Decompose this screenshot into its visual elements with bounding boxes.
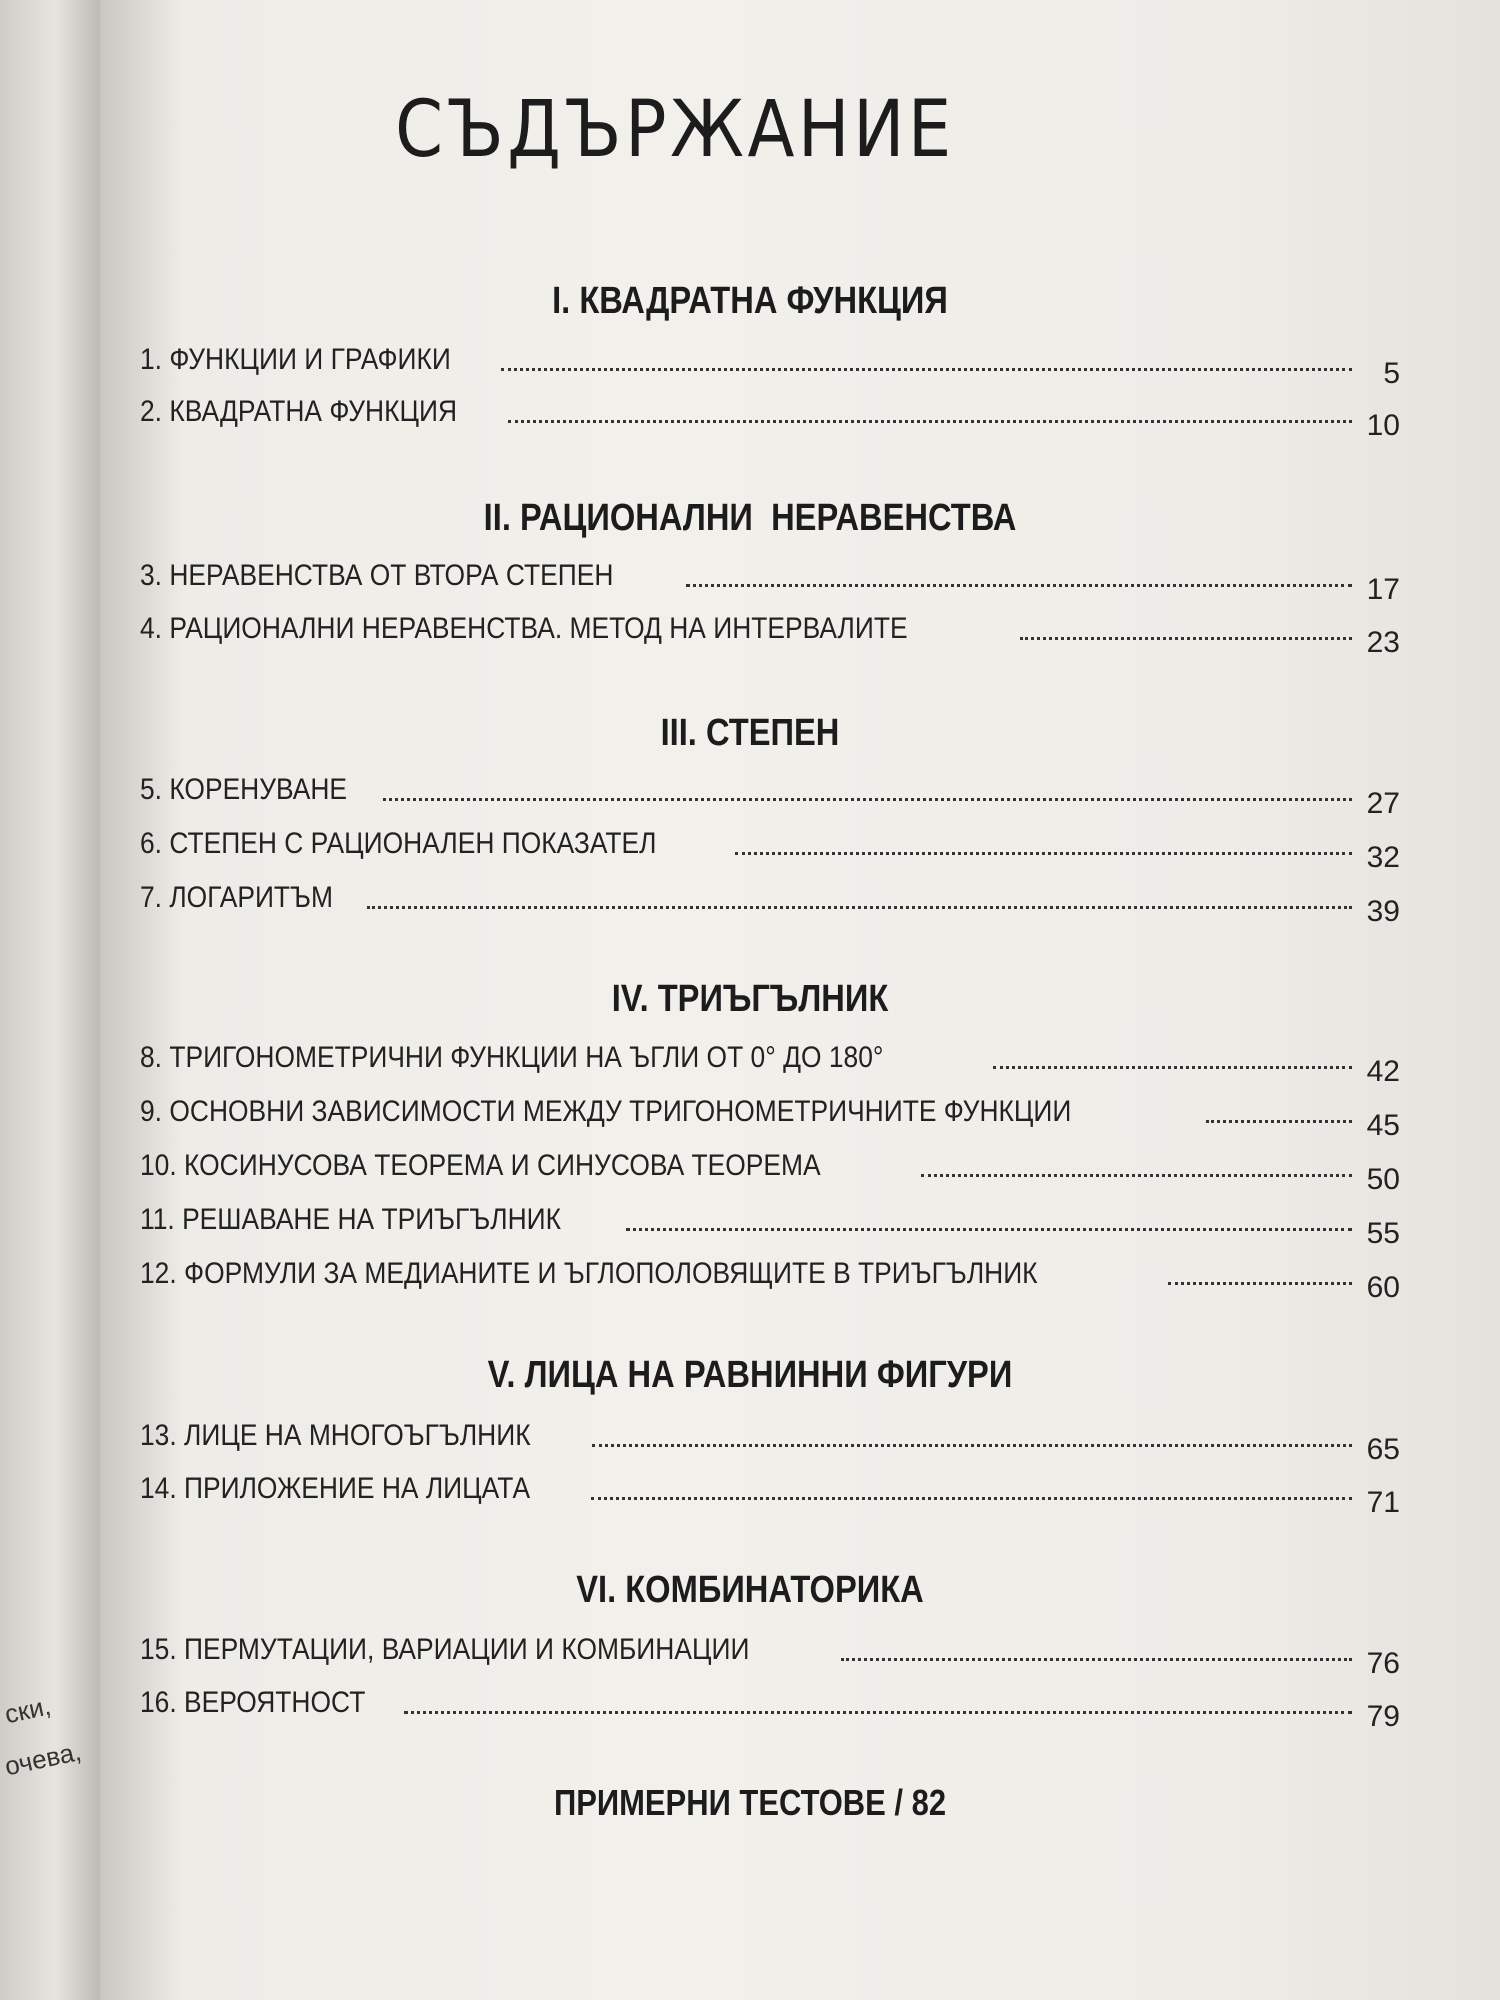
toc-entry-label: 10. КОСИНУСОВА ТЕОРЕМА И СИНУСОВА ТЕОРЕМА (140, 1149, 821, 1182)
section-heading-3: III. СТЕПЕН (660, 712, 840, 754)
toc-leader-dots (367, 905, 1352, 909)
toc-entry-label: 4. РАЦИОНАЛНИ НЕРАВЕНСТВА. МЕТОД НА ИНТЕРВАЛИТЕ (140, 612, 908, 645)
toc-entry-8 (140, 1031, 1400, 1088)
toc-entry-12 (140, 1247, 1400, 1304)
toc-entry-14 (140, 1462, 1400, 1519)
toc-entry-page: 65 (1366, 1433, 1400, 1466)
toc-entry-2 (140, 385, 1400, 442)
toc-entry-13 (140, 1409, 1400, 1466)
toc-entry-page: 42 (1366, 1055, 1400, 1088)
toc-leader-dots (626, 1227, 1352, 1231)
toc-leader-dots (383, 797, 1352, 801)
toc-entry-page: 32 (1366, 841, 1400, 874)
toc-entry-label: 5. КОРЕНУВАНЕ (140, 773, 348, 806)
toc-entry-label: 13. ЛИЦЕ НА МНОГОЪГЪЛНИК (140, 1419, 531, 1452)
toc-entry-page: 50 (1366, 1163, 1400, 1196)
page-title: СЪДЪРЖАНИЕ (395, 85, 955, 175)
toc-entry-16 (140, 1676, 1400, 1733)
section-heading-5: V. ЛИЦА НА РАВНИННИ ФИГУРИ (487, 1354, 1013, 1396)
toc-entry-page: 55 (1366, 1217, 1400, 1250)
toc-leader-dots (1206, 1119, 1352, 1123)
toc-entry-label: 12. ФОРМУЛИ ЗА МЕДИАНИТЕ И ЪГЛОПОЛОВЯЩИТЕ В ТРИЪГЪЛНИК (140, 1257, 1038, 1290)
toc-entry-label: 11. РЕШАВАНЕ НА ТРИЪГЪЛНИК (140, 1203, 561, 1236)
toc-entry-page: 27 (1366, 787, 1400, 820)
toc-entry-label: 15. ПЕРМУТАЦИИ, ВАРИАЦИИ И КОМБИНАЦИИ (140, 1633, 750, 1666)
toc-leader-dots (921, 1173, 1352, 1177)
footer-sample-tests: ПРИМЕРНИ ТЕСТОВЕ / 82 (553, 1782, 947, 1823)
toc-entry-label: 3. НЕРАВЕНСТВА ОТ ВТОРА СТЕПЕН (140, 559, 614, 592)
toc-entry-15 (140, 1623, 1400, 1680)
toc-entry-label: 9. ОСНОВНИ ЗАВИСИМОСТИ МЕЖДУ ТРИГОНОМЕТРИЧНИТЕ ФУНКЦИИ (140, 1095, 1072, 1128)
toc-leader-dots (686, 583, 1352, 587)
toc-entry-page: 23 (1366, 626, 1400, 659)
toc-entry-label: 14. ПРИЛОЖЕНИЕ НА ЛИЦАТА (140, 1472, 531, 1505)
toc-entry-page: 39 (1366, 895, 1400, 928)
toc-entry-label: 1. ФУНКЦИИ И ГРАФИКИ (140, 343, 451, 376)
toc-entry-3 (140, 549, 1400, 606)
toc-entry-page: 79 (1366, 1700, 1400, 1733)
toc-entry-label: 2. КВАДРАТНА ФУНКЦИЯ (140, 395, 458, 428)
toc-leader-dots (993, 1065, 1352, 1069)
toc-entry-page: 10 (1366, 409, 1400, 442)
toc-leader-dots (501, 367, 1352, 371)
toc-entry-page: 60 (1366, 1271, 1400, 1304)
section-heading-6: VI. КОМБИНАТОРИКА (576, 1569, 924, 1611)
toc-entry-label: 16. ВЕРОЯТНОСТ (140, 1686, 366, 1719)
toc-entry-1 (140, 333, 1400, 390)
toc-entry-10 (140, 1139, 1400, 1196)
toc-entry-4 (140, 602, 1400, 659)
toc-entry-page: 76 (1366, 1647, 1400, 1680)
contents-page (100, 0, 1500, 2000)
toc-leader-dots (735, 851, 1352, 855)
toc-leader-dots (591, 1496, 1352, 1500)
toc-entry-label: 6. СТЕПЕН С РАЦИОНАЛЕН ПОКАЗАТЕЛ (140, 827, 657, 860)
toc-leader-dots (841, 1657, 1352, 1661)
section-heading-1: I. КВАДРАТНА ФУНКЦИЯ (552, 280, 948, 322)
toc-entry-page: 71 (1366, 1486, 1400, 1519)
section-heading-2: II. РАЦИОНАЛНИ НЕРАВЕНСТВА (483, 497, 1017, 539)
toc-entry-7 (140, 871, 1400, 928)
toc-leader-dots (1020, 636, 1352, 640)
toc-leader-dots (404, 1710, 1352, 1714)
toc-entry-page: 45 (1366, 1109, 1400, 1142)
left-page-fragment-1: ски, (2, 1690, 54, 1730)
toc-entry-label: 7. ЛОГАРИТЪМ (140, 881, 333, 914)
toc-leader-dots (1168, 1281, 1352, 1285)
toc-entry-6 (140, 817, 1400, 874)
toc-leader-dots (508, 419, 1352, 423)
toc-leader-dots (592, 1443, 1352, 1447)
toc-entry-5 (140, 763, 1400, 820)
left-page-edge (0, 0, 100, 2000)
toc-entry-page: 5 (1383, 357, 1400, 390)
toc-entry-9 (140, 1085, 1400, 1142)
toc-entry-11 (140, 1193, 1400, 1250)
left-page-fragment-2: очева, (2, 1735, 84, 1782)
toc-entry-page: 17 (1366, 573, 1400, 606)
section-heading-4: IV. ТРИЪГЪЛНИК (611, 978, 889, 1020)
toc-entry-label: 8. ТРИГОНОМЕТРИЧНИ ФУНКЦИИ НА ЪГЛИ ОТ 0° ДО 180° (140, 1041, 884, 1074)
